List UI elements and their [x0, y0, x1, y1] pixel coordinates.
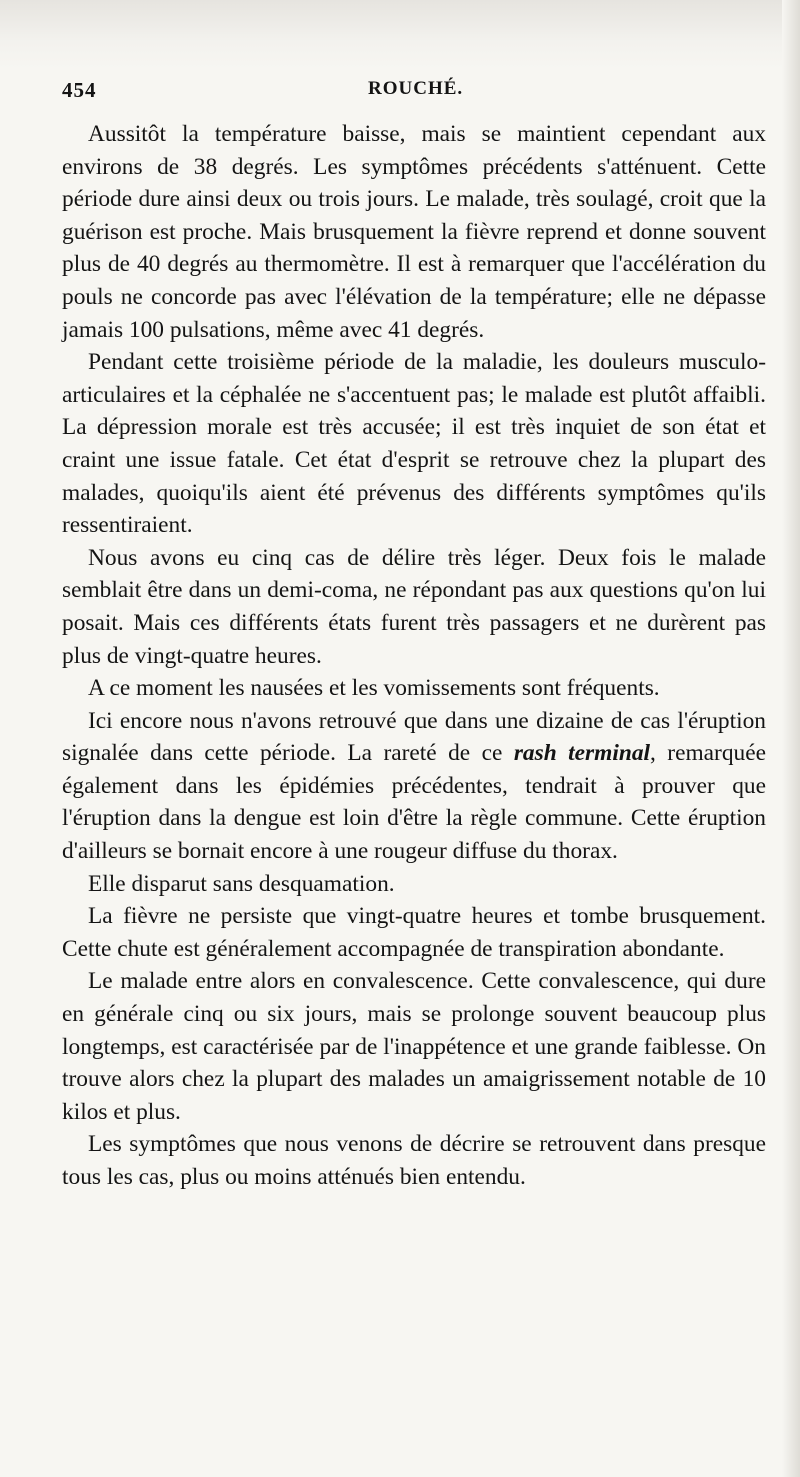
page-number: 454 [62, 78, 97, 102]
paragraph-eruption [62, 705, 766, 868]
paragraph-temperature: Aussitôt la température baisse, mais se maintient cependant aux environs de 38 degrés. Les symptômes précédents s'atténuent. Cette période dure ainsi deux ou trois jours. Le malade, très soulagé, croit que la guérison est proche. Mais brusquement la fièvre reprend et donne souvent plus de 40 degrés au thermomètre. Il est à remarquer que l'accélération du pouls ne concorde pas avec l'élévation de la température; elle ne dépasse jamais 100 pulsations, même avec 41 degrés. [62, 121, 766, 343]
paragraph-nausea: A ce moment les nausées et les vomissements sont fréquents. [88, 675, 660, 702]
page-top-shading [0, 0, 800, 70]
page-edge-shading [782, 0, 800, 1477]
paragraph-convalescence: Le malade entre alors en convalescence. Cette convalescence, qui dure en générale cinq ou six jours, mais se prolonge souvent beaucoup plus longtemps, est caractérisée par de l'inappétence et une grande faiblesse. On trouve alors chez la plupart des malades un amaigrissement notable de 10 kilos et plus. [62, 968, 766, 1125]
running-title: ROUCHÉ. [368, 78, 464, 99]
paragraph-desquamation: Elle disparut sans desquamation. [88, 870, 395, 897]
italic-term: rash terminal [513, 740, 651, 767]
page-header [62, 78, 742, 108]
eruption-text-end: , remarquée également dans les épidémies précédentes, tendrait à prouver que l'éruption dans la dengue est loin d'être la règle commune. Cette éruption d'ailleurs se bornait encore à une rougeur diffuse du thorax. [62, 740, 766, 865]
paragraph-fever-drop: La fièvre ne persiste que vingt-quatre heures et tombe brusquement. Cette chute est généralement accompagnée de transpiration abondante. [62, 903, 766, 962]
paragraph-third-period: Pendant cette troisième période de la maladie, les douleurs musculo-articulaires et la céphalée ne s'accentuent pas; le malade est plutôt affaibli. La dépression morale est très accusée; il est très inquiet de son état et craint une issue fatale. Cet état d'esprit se retrouve chez la plupart des malades, quoiqu'ils aient été prévenus des différents symptômes qu'ils ressentiraient. [62, 349, 766, 539]
body-text [62, 118, 766, 1194]
paragraph-conclusion: Les symptômes que nous venons de décrire se retrouvent dans presque tous les cas, plus ou moins atténués bien entendu. [62, 1131, 766, 1190]
eruption-text-start: Ici encore nous n'avons retrouvé que dans une dizaine de cas l'éruption signalée dans cette période. La rareté de ce [62, 707, 766, 767]
paragraph-delirium: Nous avons eu cinq cas de délire très léger. Deux fois le malade semblait être dans un demi-coma, ne répondant pas aux questions qu'on lui posait. Mais ces différents états furent très passagers et ne durèrent pas plus de vingt-quatre heures. [62, 544, 766, 669]
